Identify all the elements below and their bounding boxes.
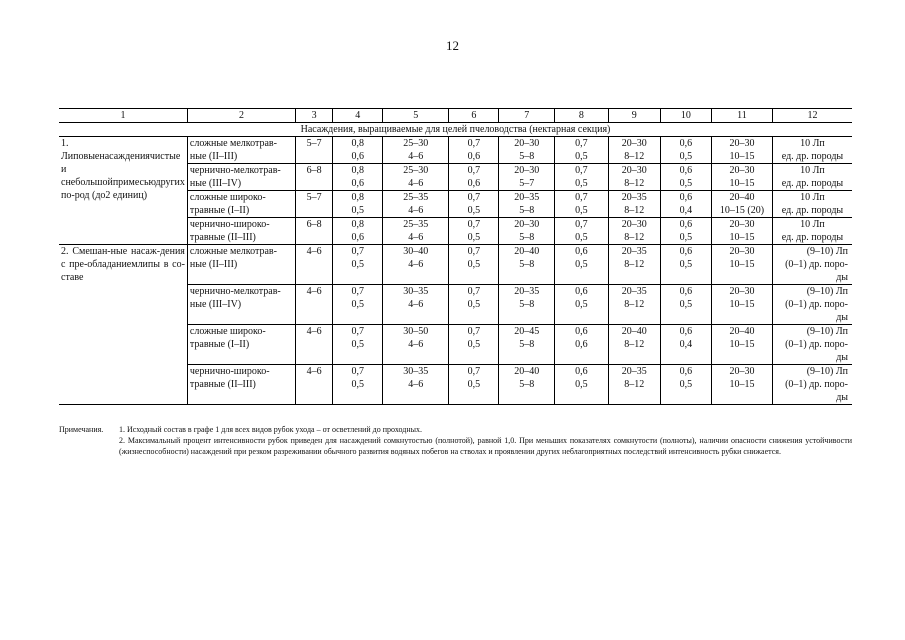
age-range: 5–7	[296, 191, 333, 218]
cell-line: 20–35	[621, 192, 647, 203]
cell-line: 0,5	[575, 151, 588, 162]
value-c11	[711, 365, 772, 405]
cell-line: 20–35	[514, 192, 540, 203]
cell-line: 0,6	[575, 339, 588, 350]
column-number-1: 1	[59, 109, 187, 123]
age-range: 6–8	[296, 218, 333, 245]
cell-line: ды	[836, 312, 848, 323]
cell-line: (0–1) др. поро-	[785, 379, 848, 390]
value-c7	[499, 164, 555, 191]
cell-line: 25–30	[403, 165, 429, 176]
value-c4	[333, 285, 383, 325]
value-c8	[555, 285, 609, 325]
cell-line: ед. др. породы	[781, 232, 844, 243]
cell-line: 0,7	[467, 219, 481, 230]
cell-line: 0,4	[679, 339, 693, 350]
cell-line: 5–8	[519, 299, 535, 310]
cell-line: 20–40	[729, 326, 755, 337]
cell-line: 20–45	[514, 326, 540, 337]
age-range: 4–6	[296, 325, 333, 365]
cell-line: 10–15	[729, 299, 755, 310]
value-c10	[660, 137, 711, 164]
cell-line: примесью	[112, 177, 156, 188]
value-c8	[555, 191, 609, 218]
cell-line: 10–15	[729, 259, 755, 270]
age-range: 6–8	[296, 164, 333, 191]
value-c5	[383, 218, 449, 245]
column-number-10: 10	[660, 109, 711, 123]
cell-line: 0,5	[351, 299, 365, 310]
value-c9	[608, 365, 660, 405]
stand-type	[187, 164, 295, 191]
cell-line: 4–6	[408, 205, 424, 216]
cell-line: обладанием	[87, 259, 138, 270]
cell-line: 0,5	[575, 178, 588, 189]
cell-line: 10–15	[729, 232, 755, 243]
value-c7	[499, 191, 555, 218]
age-range: 4–6	[296, 365, 333, 405]
cell-line: чернично-широко-	[189, 219, 270, 230]
cell-line: 0,7	[575, 219, 588, 230]
value-c5	[383, 245, 449, 285]
cell-line: ды	[836, 352, 848, 363]
cell-line: других по-	[61, 177, 185, 201]
value-c11	[711, 285, 772, 325]
cell-line: 0,6	[679, 219, 693, 230]
cell-line: ды	[836, 272, 848, 283]
cell-line: ставе	[61, 272, 84, 283]
value-c9	[608, 285, 660, 325]
cell-line: 0,8	[351, 192, 365, 203]
value-c4	[333, 137, 383, 164]
cell-line: чернично-мелкотрав-	[189, 286, 281, 297]
value-c7	[499, 218, 555, 245]
cell-line: 5–8	[519, 259, 535, 270]
value-c5	[383, 137, 449, 164]
value-c11	[711, 245, 772, 285]
section-title: Насаждения, выращиваемые для целей пчеловодства (нектарная секция)	[59, 123, 852, 137]
cell-line: 4–6	[408, 178, 424, 189]
value-c5	[383, 191, 449, 218]
cell-line: ные (II–III)	[189, 259, 238, 270]
cell-line: ды	[836, 392, 848, 403]
cell-line: 0,5	[351, 339, 365, 350]
cell-line: 5–8	[519, 151, 535, 162]
value-c4	[333, 245, 383, 285]
stand-type	[187, 191, 295, 218]
value-c9	[608, 325, 660, 365]
target-composition	[772, 137, 852, 164]
cell-line: 10–15	[729, 379, 755, 390]
cell-line: (9–10) Лп	[806, 366, 848, 377]
value-c7	[499, 245, 555, 285]
cell-line: ные (III–IV)	[189, 178, 242, 189]
cell-line: 25–35	[403, 219, 429, 230]
cell-line: 0,8	[351, 138, 365, 149]
value-c4	[333, 191, 383, 218]
cell-line: 0,6	[679, 192, 693, 203]
stand-type	[187, 365, 295, 405]
cell-line: 0,7	[575, 165, 588, 176]
cell-line: 20–30	[729, 246, 755, 257]
value-c8	[555, 164, 609, 191]
value-c4	[333, 218, 383, 245]
cell-line: 10 Лп	[800, 165, 825, 176]
cell-line: 2 единиц)	[105, 190, 148, 201]
value-c4	[333, 365, 383, 405]
age-range: 5–7	[296, 137, 333, 164]
value-c5	[383, 365, 449, 405]
cell-line: сложные широко-	[189, 192, 266, 203]
cell-line: 0,6	[467, 151, 481, 162]
cell-line: ные (II–III)	[189, 151, 238, 162]
value-c10	[660, 285, 711, 325]
cell-line: 0,7	[351, 366, 365, 377]
cell-line: 5–8	[519, 232, 535, 243]
cell-line: 30–40	[403, 246, 429, 257]
cell-line: 0,5	[467, 299, 481, 310]
cell-line: 0,5	[467, 339, 481, 350]
notes-label: Примечания.	[59, 425, 104, 434]
stand-type	[187, 245, 295, 285]
value-c4	[333, 325, 383, 365]
cell-line: 20–30	[729, 366, 755, 377]
cell-line: 0,4	[679, 205, 693, 216]
age-range: 4–6	[296, 245, 333, 285]
cell-line: 10 Лп	[800, 192, 825, 203]
cell-line: ед. др. породы	[781, 151, 844, 162]
cell-line: 4–6	[408, 232, 424, 243]
stand-type	[187, 325, 295, 365]
cell-line: 0,6	[679, 286, 693, 297]
cell-line: травные (II–III)	[189, 379, 256, 390]
cell-line: (9–10) Лп	[806, 246, 848, 257]
cell-line: 0,6	[575, 366, 588, 377]
cell-line: ед. др. породы	[781, 205, 844, 216]
value-c10	[660, 191, 711, 218]
cell-line: 20–30	[621, 219, 647, 230]
cell-line: 8–12	[624, 151, 645, 162]
value-c6	[449, 191, 499, 218]
cell-line: 20–40	[514, 366, 540, 377]
cell-line: 8–12	[624, 259, 645, 270]
cell-line: 20–35	[621, 366, 647, 377]
cell-line: 5–7	[519, 178, 535, 189]
value-c6	[449, 365, 499, 405]
cell-line: 4–6	[408, 379, 424, 390]
target-composition	[772, 365, 852, 405]
value-c10	[660, 218, 711, 245]
cell-line: 10–15	[729, 339, 755, 350]
cell-line: 20–30	[729, 286, 755, 297]
note-2: 2. Максимальный процент интенсивности рубок приведен для насаждений сомкнутостью (полнотой), равной 1,0. При меньших показателях сомкнутости (полноты), наличии опасности снижения устойчивости (жизнеспособности) насаждений при резком разреживании обычного развития водяных побегов на стволах и проявлении других неблагоприятных последствий интенсивность рубки снижается.	[119, 436, 852, 456]
cell-line: 20–30	[729, 138, 755, 149]
cell-line: 0,5	[467, 379, 481, 390]
stand-type	[187, 137, 295, 164]
cell-line: 0,5	[351, 379, 365, 390]
value-c9	[608, 191, 660, 218]
value-c10	[660, 365, 711, 405]
value-c6	[449, 245, 499, 285]
value-c8	[555, 365, 609, 405]
cell-line: 5–8	[519, 205, 535, 216]
cell-line: 0,5	[467, 205, 481, 216]
cell-line: 0,6	[575, 286, 588, 297]
cell-line: ед. др. породы	[781, 178, 844, 189]
cell-line: ные (III–IV)	[189, 299, 242, 310]
cell-line: чернично-мелкотрав-	[189, 165, 281, 176]
group-label	[59, 245, 187, 405]
cell-line: 0,6	[575, 246, 588, 257]
value-c10	[660, 245, 711, 285]
cell-line: 0,7	[351, 286, 365, 297]
cell-line: 0,7	[575, 192, 588, 203]
value-c6	[449, 164, 499, 191]
cell-line: 0,5	[351, 259, 365, 270]
cell-line: 20–35	[514, 286, 540, 297]
cell-line: 20–35	[621, 286, 647, 297]
cell-line: 0,7	[575, 138, 588, 149]
cell-line: 20–40	[729, 192, 755, 203]
value-c8	[555, 137, 609, 164]
cell-line: 20–30	[621, 138, 647, 149]
value-c10	[660, 164, 711, 191]
cell-line: 0,6	[575, 326, 588, 337]
cell-line: (0–1) др. поро-	[785, 299, 848, 310]
cell-line: 0,5	[467, 259, 481, 270]
column-number-4: 4	[333, 109, 383, 123]
column-number-9: 9	[608, 109, 660, 123]
value-c9	[608, 137, 660, 164]
value-c5	[383, 164, 449, 191]
cell-line: 30–50	[403, 326, 429, 337]
cell-line: 0,5	[679, 151, 693, 162]
cell-line: 4–6	[408, 151, 424, 162]
cell-line: сложные мелкотрав-	[189, 138, 277, 149]
cell-line: 10–15	[729, 151, 755, 162]
cell-line: 20–30	[621, 165, 647, 176]
cell-line: 0,6	[467, 178, 481, 189]
value-c6	[449, 285, 499, 325]
cell-line: 0,8	[351, 165, 365, 176]
group-label	[59, 137, 187, 245]
column-number-7: 7	[499, 109, 555, 123]
cell-line: 0,7	[467, 138, 481, 149]
cell-line: 4–6	[408, 259, 424, 270]
target-composition	[772, 245, 852, 285]
value-c9	[608, 218, 660, 245]
column-number-11: 11	[711, 109, 772, 123]
cell-line: 0,5	[575, 379, 588, 390]
cell-line: 20–40	[514, 246, 540, 257]
value-c5	[383, 285, 449, 325]
value-c7	[499, 137, 555, 164]
cell-line: 20–30	[514, 219, 540, 230]
value-c6	[449, 137, 499, 164]
cell-line: 0,6	[679, 165, 693, 176]
cell-line: 4–6	[408, 339, 424, 350]
page-number: 12	[446, 38, 459, 53]
cell-line: 8–12	[624, 379, 645, 390]
value-c11	[711, 191, 772, 218]
section-title-row	[59, 123, 852, 137]
cell-line: сложные широко-	[189, 326, 266, 337]
value-c6	[449, 218, 499, 245]
cell-line: 25–35	[403, 192, 429, 203]
cell-line: 0,7	[467, 192, 481, 203]
table-row	[59, 245, 852, 285]
value-c6	[449, 325, 499, 365]
cell-line: чернично-широко-	[189, 366, 270, 377]
cell-line: 0,7	[467, 165, 481, 176]
value-c8	[555, 325, 609, 365]
cell-line: липы в со-	[137, 259, 185, 270]
cell-line: 0,6	[679, 326, 693, 337]
cell-line: небольшой	[65, 177, 113, 188]
value-c9	[608, 245, 660, 285]
column-number-5: 5	[383, 109, 449, 123]
cell-line: 4–6	[408, 299, 424, 310]
column-number-3: 3	[296, 109, 333, 123]
target-composition	[772, 218, 852, 245]
cell-line: 0,5	[679, 299, 693, 310]
cell-line: насаждения	[99, 151, 150, 162]
cell-line: 0,5	[575, 232, 588, 243]
cell-line: 25–30	[403, 138, 429, 149]
cell-line: 0,6	[679, 138, 693, 149]
cell-line: ные насаж-	[110, 246, 161, 257]
cell-line: 20–30	[514, 165, 540, 176]
cell-line: 20–30	[729, 165, 755, 176]
cell-line: травные (II–III)	[189, 232, 256, 243]
cell-line: 0,5	[467, 232, 481, 243]
cell-line: 8–12	[624, 339, 645, 350]
cell-line: (0–1) др. поро-	[785, 259, 848, 270]
value-c11	[711, 325, 772, 365]
value-c5	[383, 325, 449, 365]
cell-line: 5–8	[519, 379, 535, 390]
cell-line: 0,7	[467, 326, 481, 337]
cell-line: 0,7	[467, 366, 481, 377]
table-row	[59, 137, 852, 164]
cell-line: 0,6	[679, 246, 693, 257]
cell-line: 8–12	[624, 232, 645, 243]
cell-line: 20–35	[621, 246, 647, 257]
column-number-row	[59, 109, 852, 123]
value-c11	[711, 218, 772, 245]
target-composition	[772, 164, 852, 191]
cell-line: (9–10) Лп	[806, 286, 848, 297]
value-c8	[555, 218, 609, 245]
note-1: 1. Исходный состав в графе 1 для всех видов рубок ухода – от осветлений до проходных.	[119, 425, 423, 434]
stand-type	[187, 218, 295, 245]
column-number-6: 6	[449, 109, 499, 123]
value-c7	[499, 285, 555, 325]
cell-line: травные (I–II)	[189, 339, 250, 350]
cell-line: 2. Смешан-	[61, 246, 111, 257]
cell-line: 0,5	[575, 205, 588, 216]
cell-line: 30–35	[403, 286, 429, 297]
value-c10	[660, 325, 711, 365]
cell-line: 0,7	[467, 246, 481, 257]
value-c7	[499, 325, 555, 365]
cell-line: 0,6	[351, 232, 365, 243]
cell-line: 20–30	[729, 219, 755, 230]
age-range: 4–6	[296, 285, 333, 325]
value-c9	[608, 164, 660, 191]
cell-line: (9–10) Лп	[806, 326, 848, 337]
cell-line: 0,5	[679, 178, 693, 189]
column-number-2: 2	[187, 109, 295, 123]
cell-line: 0,8	[351, 219, 365, 230]
cell-line: 0,5	[679, 259, 693, 270]
cell-line: 0,6	[351, 151, 365, 162]
cell-line: 10–15	[729, 178, 755, 189]
cell-line: 1. Липовые	[61, 138, 100, 162]
cell-line: 20–30	[514, 138, 540, 149]
cell-line: 0,5	[679, 379, 693, 390]
column-number-12: 12	[772, 109, 852, 123]
cell-line: 8–12	[624, 178, 645, 189]
value-c4	[333, 164, 383, 191]
cell-line: 10 Лп	[800, 219, 825, 230]
cell-line: чистые и с	[61, 151, 181, 188]
cell-line: 0,5	[575, 299, 588, 310]
cell-line: 20–40	[621, 326, 647, 337]
stand-type	[187, 285, 295, 325]
value-c8	[555, 245, 609, 285]
thinning-table	[59, 108, 852, 405]
cell-line: травные (I–II)	[189, 205, 250, 216]
cell-line: 0,7	[467, 286, 481, 297]
cell-line: 10 Лп	[800, 138, 825, 149]
cell-line: 0,7	[351, 326, 365, 337]
value-c11	[711, 164, 772, 191]
value-c7	[499, 365, 555, 405]
cell-line: 0,7	[351, 246, 365, 257]
value-c11	[711, 137, 772, 164]
cell-line: 10–15 (20)	[719, 205, 765, 216]
cell-line: 0,5	[575, 259, 588, 270]
cell-line: 8–12	[624, 299, 645, 310]
target-composition	[772, 325, 852, 365]
cell-line: 5–8	[519, 339, 535, 350]
cell-line: 8–12	[624, 205, 645, 216]
cell-line: род (до	[74, 190, 106, 201]
target-composition	[772, 285, 852, 325]
cell-line: 0,5	[351, 205, 365, 216]
cell-line: сложные мелкотрав-	[189, 246, 277, 257]
notes	[59, 424, 852, 457]
cell-line: дения с пре-	[61, 246, 185, 270]
cell-line: 0,6	[351, 178, 365, 189]
cell-line: 30–35	[403, 366, 429, 377]
cell-line: 0,6	[679, 366, 693, 377]
target-composition	[772, 191, 852, 218]
cell-line: 0,5	[679, 232, 693, 243]
column-number-8: 8	[555, 109, 609, 123]
cell-line: (0–1) др. поро-	[785, 339, 848, 350]
